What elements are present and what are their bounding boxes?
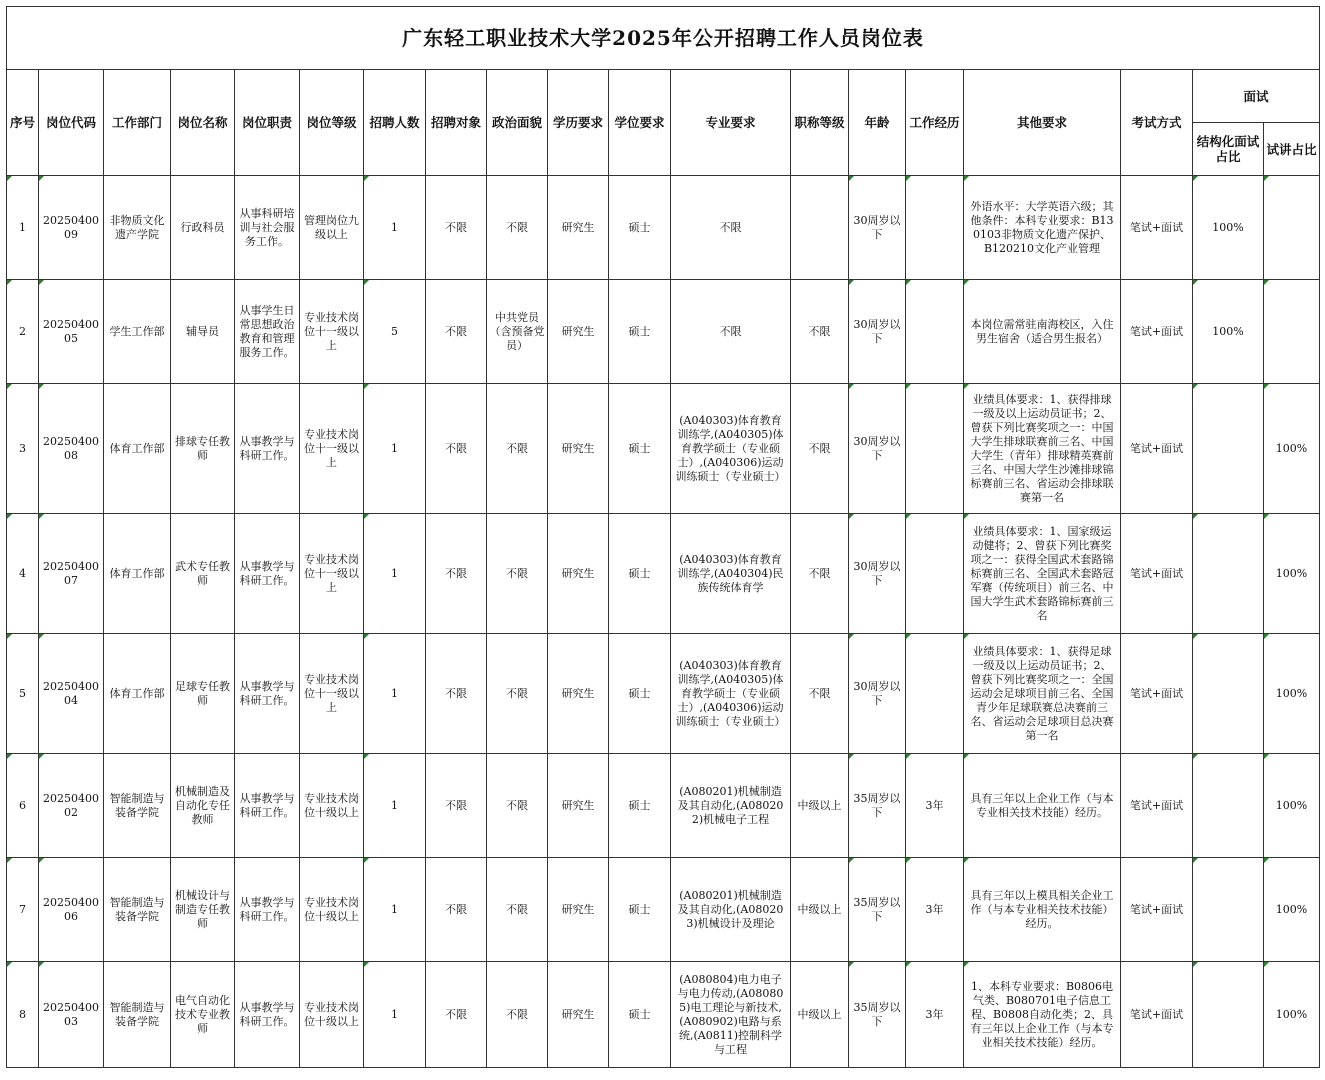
cell-degree: 硕士: [609, 384, 671, 514]
header-politics: 政治面貌: [487, 70, 548, 176]
cell-marker-icon: [364, 754, 369, 759]
cell-grade: 专业技术岗位十级以上: [300, 858, 364, 962]
cell-other: 外语水平：大学英语六级；其他条件：本科专业要求：B130103非物质文化遗产保护、B120210文化产业管理: [964, 176, 1121, 280]
cell-age: 30周岁以下: [849, 514, 906, 634]
cell-politics: 不限: [487, 754, 548, 858]
cell-marker-icon: [1264, 858, 1269, 863]
cell-age: 35周岁以下: [849, 754, 906, 858]
cell-marker-icon: [7, 176, 12, 181]
header-other: 其他要求: [964, 70, 1121, 176]
header-experience: 工作经历: [906, 70, 964, 176]
cell-age: 30周岁以下: [849, 384, 906, 514]
cell-title-level: 中级以上: [791, 858, 849, 962]
cell-degree: 硕士: [609, 176, 671, 280]
cell-experience: 3年: [906, 858, 964, 962]
cell-marker-icon: [849, 962, 854, 967]
cell-grade: 管理岗位九级以上: [300, 176, 364, 280]
cell-marker-icon: [364, 962, 369, 967]
cell-title-level: 不限: [791, 280, 849, 384]
cell-marker-icon: [906, 858, 911, 863]
cell-marker-icon: [1193, 634, 1198, 639]
cell-marker-icon: [1264, 176, 1269, 181]
cell-dept: 智能制造与装备学院: [104, 754, 171, 858]
cell-lecture: [1264, 280, 1320, 384]
cell-title-level: 中级以上: [791, 754, 849, 858]
cell-marker-icon: [39, 634, 44, 639]
cell-politics: 不限: [487, 514, 548, 634]
cell-target: 不限: [426, 962, 487, 1068]
cell-marker-icon: [1193, 384, 1198, 389]
cell-lecture: 100%: [1264, 634, 1320, 754]
cell-marker-icon: [1264, 962, 1269, 967]
cell-marker-icon: [964, 962, 969, 967]
cell-grade: 专业技术岗位十一级以上: [300, 280, 364, 384]
cell-edu: 研究生: [548, 514, 609, 634]
cell-edu: 研究生: [548, 280, 609, 384]
cell-grade: 专业技术岗位十一级以上: [300, 634, 364, 754]
cell-marker-icon: [364, 176, 369, 181]
cell-major: (A080804)电力电子与电力传动,(A080805)电工理论与新技术,(A080902)电路与系统,(A0811)控制科学与工程: [671, 962, 791, 1068]
cell-marker-icon: [364, 514, 369, 519]
cell-post: 机械设计与制造专任教师: [171, 858, 235, 962]
cell-marker-icon: [849, 858, 854, 863]
cell-dept: 智能制造与装备学院: [104, 858, 171, 962]
cell-target: 不限: [426, 384, 487, 514]
cell-marker-icon: [39, 858, 44, 863]
cell-marker-icon: [964, 280, 969, 285]
cell-code: 2025040009: [39, 176, 104, 280]
cell-dept: 学生工作部: [104, 280, 171, 384]
cell-marker-icon: [906, 962, 911, 967]
cell-grade: 专业技术岗位十级以上: [300, 962, 364, 1068]
table-row: [7, 176, 1320, 280]
cell-marker-icon: [39, 962, 44, 967]
cell-dept: 非物质文化遗产学院: [104, 176, 171, 280]
cell-marker-icon: [906, 754, 911, 759]
cell-count: 1: [364, 634, 426, 754]
cell-no: 8: [7, 962, 39, 1068]
cell-degree: 硕士: [609, 514, 671, 634]
cell-marker-icon: [849, 514, 854, 519]
cell-no: 7: [7, 858, 39, 962]
cell-exam: 笔试+面试: [1121, 176, 1193, 280]
cell-edu: 研究生: [548, 176, 609, 280]
cell-age: 30周岁以下: [849, 280, 906, 384]
header-grade: 岗位等级: [300, 70, 364, 176]
cell-marker-icon: [39, 514, 44, 519]
cell-age: 30周岁以下: [849, 176, 906, 280]
cell-count: 1: [364, 754, 426, 858]
cell-no: 3: [7, 384, 39, 514]
cell-title-level: [791, 176, 849, 280]
cell-target: 不限: [426, 634, 487, 754]
cell-marker-icon: [906, 514, 911, 519]
cell-structured: [1193, 754, 1264, 858]
cell-dept: 体育工作部: [104, 514, 171, 634]
cell-dept: 体育工作部: [104, 634, 171, 754]
cell-marker-icon: [1193, 280, 1198, 285]
recruitment-sheet: [6, 6, 1320, 1068]
cell-lecture: 100%: [1264, 514, 1320, 634]
cell-experience: [906, 280, 964, 384]
cell-structured: 100%: [1193, 280, 1264, 384]
cell-post: 辅导员: [171, 280, 235, 384]
cell-post: 足球专任教师: [171, 634, 235, 754]
cell-marker-icon: [1264, 280, 1269, 285]
cell-no: 6: [7, 754, 39, 858]
cell-age: 35周岁以下: [849, 962, 906, 1068]
cell-marker-icon: [964, 634, 969, 639]
header-duty: 岗位职责: [235, 70, 300, 176]
cell-politics: 不限: [487, 176, 548, 280]
cell-no: 1: [7, 176, 39, 280]
cell-other: 具有三年以上模具相关企业工作（与本专业相关技术技能）经历。: [964, 858, 1121, 962]
cell-structured: [1193, 962, 1264, 1068]
cell-other: 1、本科专业要求：B0806电气类、B080701电子信息工程、B0808自动化类；2、具有三年以上企业工作（与本专业相关技术技能）经历。: [964, 962, 1121, 1068]
header-count: 招聘人数: [364, 70, 426, 176]
cell-edu: 研究生: [548, 754, 609, 858]
cell-marker-icon: [964, 514, 969, 519]
cell-title-level: 中级以上: [791, 962, 849, 1068]
table-row: [7, 514, 1320, 634]
cell-edu: 研究生: [548, 858, 609, 962]
cell-no: 4: [7, 514, 39, 634]
cell-code: 2025040005: [39, 280, 104, 384]
cell-target: 不限: [426, 514, 487, 634]
header-major: 专业要求: [671, 70, 791, 176]
cell-marker-icon: [364, 384, 369, 389]
cell-marker-icon: [906, 280, 911, 285]
cell-dept: 智能制造与装备学院: [104, 962, 171, 1068]
cell-count: 5: [364, 280, 426, 384]
cell-marker-icon: [7, 514, 12, 519]
cell-marker-icon: [906, 176, 911, 181]
cell-experience: [906, 514, 964, 634]
cell-other: 本岗位需常驻南海校区，入住男生宿舍（适合男生报名）: [964, 280, 1121, 384]
cell-marker-icon: [849, 280, 854, 285]
cell-edu: 研究生: [548, 384, 609, 514]
cell-major: (A080201)机械制造及其自动化,(A080202)机械电子工程: [671, 754, 791, 858]
cell-marker-icon: [1193, 176, 1198, 181]
cell-code: 2025040002: [39, 754, 104, 858]
cell-marker-icon: [7, 962, 12, 967]
cell-exam: 笔试+面试: [1121, 754, 1193, 858]
cell-marker-icon: [849, 634, 854, 639]
header-target: 招聘对象: [426, 70, 487, 176]
cell-no: 5: [7, 634, 39, 754]
cell-duty: 从事科研培训与社会服务工作。: [235, 176, 300, 280]
cell-lecture: 100%: [1264, 858, 1320, 962]
table-row: [7, 280, 1320, 384]
cell-title-level: 不限: [791, 384, 849, 514]
header-exam: 考试方式: [1121, 70, 1193, 176]
cell-other: 具有三年以上企业工作（与本专业相关技术技能）经历。: [964, 754, 1121, 858]
header-degree: 学位要求: [609, 70, 671, 176]
cell-title-level: 不限: [791, 634, 849, 754]
cell-exam: 笔试+面试: [1121, 384, 1193, 514]
cell-duty: 从事教学与科研工作。: [235, 384, 300, 514]
cell-count: 1: [364, 384, 426, 514]
cell-dept: 体育工作部: [104, 384, 171, 514]
cell-other: 业绩具体要求：1、国家级运动健将；2、曾获下列比赛奖项之一：获得全国武术套路锦标赛前三名、全国武术套路冠军赛（传统项目）前三名、中国大学生武术套路锦标赛前三名: [964, 514, 1121, 634]
cell-major: (A040303)体育教育训练学,(A040304)民族传统体育学: [671, 514, 791, 634]
cell-marker-icon: [7, 634, 12, 639]
cell-marker-icon: [7, 754, 12, 759]
cell-experience: [906, 384, 964, 514]
cell-marker-icon: [964, 858, 969, 863]
cell-degree: 硕士: [609, 280, 671, 384]
cell-marker-icon: [849, 384, 854, 389]
recruitment-table: [6, 6, 1320, 1068]
cell-marker-icon: [1264, 514, 1269, 519]
header-edu: 学历要求: [548, 70, 609, 176]
cell-count: 1: [364, 514, 426, 634]
cell-post: 电气自动化技术专业教师: [171, 962, 235, 1068]
cell-code: 2025040006: [39, 858, 104, 962]
cell-structured: [1193, 384, 1264, 514]
cell-marker-icon: [1193, 858, 1198, 863]
cell-exam: 笔试+面试: [1121, 514, 1193, 634]
header-dept: 工作部门: [104, 70, 171, 176]
cell-politics: 不限: [487, 384, 548, 514]
cell-target: 不限: [426, 280, 487, 384]
cell-edu: 研究生: [548, 962, 609, 1068]
cell-marker-icon: [1264, 754, 1269, 759]
cell-major: (A080201)机械制造及其自动化,(A080203)机械设计及理论: [671, 858, 791, 962]
cell-duty: 从事教学与科研工作。: [235, 962, 300, 1068]
cell-no: 2: [7, 280, 39, 384]
cell-code: 2025040003: [39, 962, 104, 1068]
cell-edu: 研究生: [548, 634, 609, 754]
cell-experience: 3年: [906, 754, 964, 858]
table-row: [7, 634, 1320, 754]
cell-degree: 硕士: [609, 962, 671, 1068]
cell-post: 机械制造及自动化专任教师: [171, 754, 235, 858]
cell-post: 行政科员: [171, 176, 235, 280]
cell-lecture: 100%: [1264, 754, 1320, 858]
cell-exam: 笔试+面试: [1121, 962, 1193, 1068]
cell-marker-icon: [1264, 384, 1269, 389]
cell-marker-icon: [364, 858, 369, 863]
cell-experience: [906, 634, 964, 754]
cell-degree: 硕士: [609, 634, 671, 754]
cell-age: 30周岁以下: [849, 634, 906, 754]
cell-marker-icon: [7, 384, 12, 389]
cell-degree: 硕士: [609, 754, 671, 858]
cell-title-level: 不限: [791, 514, 849, 634]
cell-exam: 笔试+面试: [1121, 634, 1193, 754]
table-row: [7, 962, 1320, 1068]
table-row: [7, 858, 1320, 962]
cell-post: 排球专任教师: [171, 384, 235, 514]
cell-marker-icon: [906, 384, 911, 389]
cell-marker-icon: [849, 176, 854, 181]
header-no: 序号: [7, 70, 39, 176]
cell-marker-icon: [7, 280, 12, 285]
cell-marker-icon: [7, 858, 12, 863]
cell-politics: 不限: [487, 858, 548, 962]
cell-major: (A040303)体育教育训练学,(A040305)体育教学硕士（专业硕士）,(A040306)运动训练硕士（专业硕士）: [671, 384, 791, 514]
cell-structured: [1193, 634, 1264, 754]
cell-structured: [1193, 858, 1264, 962]
header-structured: 结构化面试占比: [1193, 123, 1264, 176]
cell-major: 不限: [671, 280, 791, 384]
cell-post: 武术专任教师: [171, 514, 235, 634]
cell-marker-icon: [964, 176, 969, 181]
header-lecture: 试讲占比: [1264, 123, 1320, 176]
header-post: 岗位名称: [171, 70, 235, 176]
cell-marker-icon: [39, 176, 44, 181]
cell-duty: 从事学生日常思想政治教育和管理服务工作。: [235, 280, 300, 384]
cell-count: 1: [364, 962, 426, 1068]
cell-marker-icon: [1193, 962, 1198, 967]
cell-experience: [906, 176, 964, 280]
cell-marker-icon: [964, 754, 969, 759]
cell-politics: 中共党员（含预备党员）: [487, 280, 548, 384]
cell-grade: 专业技术岗位十一级以上: [300, 384, 364, 514]
cell-lecture: 100%: [1264, 962, 1320, 1068]
cell-target: 不限: [426, 754, 487, 858]
cell-count: 1: [364, 858, 426, 962]
cell-experience: 3年: [906, 962, 964, 1068]
cell-marker-icon: [39, 280, 44, 285]
cell-politics: 不限: [487, 962, 548, 1068]
cell-major: (A040303)体育教育训练学,(A040305)体育教学硕士（专业硕士）,(A040306)运动训练硕士（专业硕士）: [671, 634, 791, 754]
header-age: 年龄: [849, 70, 906, 176]
cell-marker-icon: [849, 754, 854, 759]
page-title: 广东轻工职业技术大学2025年公开招聘工作人员岗位表: [7, 7, 1320, 70]
header-row: [7, 70, 1320, 123]
cell-lecture: 100%: [1264, 384, 1320, 514]
cell-structured: 100%: [1193, 176, 1264, 280]
cell-marker-icon: [1193, 754, 1198, 759]
cell-target: 不限: [426, 858, 487, 962]
header-code: 岗位代码: [39, 70, 104, 176]
cell-marker-icon: [39, 754, 44, 759]
cell-target: 不限: [426, 176, 487, 280]
cell-duty: 从事教学与科研工作。: [235, 858, 300, 962]
cell-major: 不限: [671, 176, 791, 280]
cell-duty: 从事教学与科研工作。: [235, 634, 300, 754]
cell-other: 业绩具体要求：1、获得排球一级及以上运动员证书；2、曾获下列比赛奖项之一：中国大学生排球联赛前三名、中国大学生（青年）排球精英赛前三名、中国大学生沙滩排球锦标赛前三名、省运动会排球联赛第一名: [964, 384, 1121, 514]
cell-marker-icon: [364, 634, 369, 639]
cell-code: 2025040007: [39, 514, 104, 634]
cell-exam: 笔试+面试: [1121, 858, 1193, 962]
cell-structured: [1193, 514, 1264, 634]
cell-other: 业绩具体要求：1、获得足球一级及以上运动员证书；2、曾获下列比赛奖项之一：全国运动会足球项目前三名、全国青少年足球联赛总决赛前三名、省运动会足球项目总决赛第一名: [964, 634, 1121, 754]
cell-marker-icon: [964, 384, 969, 389]
cell-marker-icon: [906, 634, 911, 639]
cell-duty: 从事教学与科研工作。: [235, 514, 300, 634]
table-body: [7, 176, 1320, 1068]
cell-marker-icon: [39, 384, 44, 389]
cell-marker-icon: [1264, 634, 1269, 639]
cell-marker-icon: [1193, 514, 1198, 519]
table-row: [7, 754, 1320, 858]
cell-duty: 从事教学与科研工作。: [235, 754, 300, 858]
cell-count: 1: [364, 176, 426, 280]
cell-marker-icon: [364, 280, 369, 285]
cell-grade: 专业技术岗位十级以上: [300, 754, 364, 858]
table-row: [7, 384, 1320, 514]
header-title-level: 职称等级: [791, 70, 849, 176]
cell-code: 2025040004: [39, 634, 104, 754]
cell-degree: 硕士: [609, 858, 671, 962]
cell-age: 35周岁以下: [849, 858, 906, 962]
cell-code: 2025040008: [39, 384, 104, 514]
header-interview: 面试: [1193, 70, 1320, 123]
cell-lecture: [1264, 176, 1320, 280]
cell-politics: 不限: [487, 634, 548, 754]
cell-exam: 笔试+面试: [1121, 280, 1193, 384]
cell-grade: 专业技术岗位十一级以上: [300, 514, 364, 634]
